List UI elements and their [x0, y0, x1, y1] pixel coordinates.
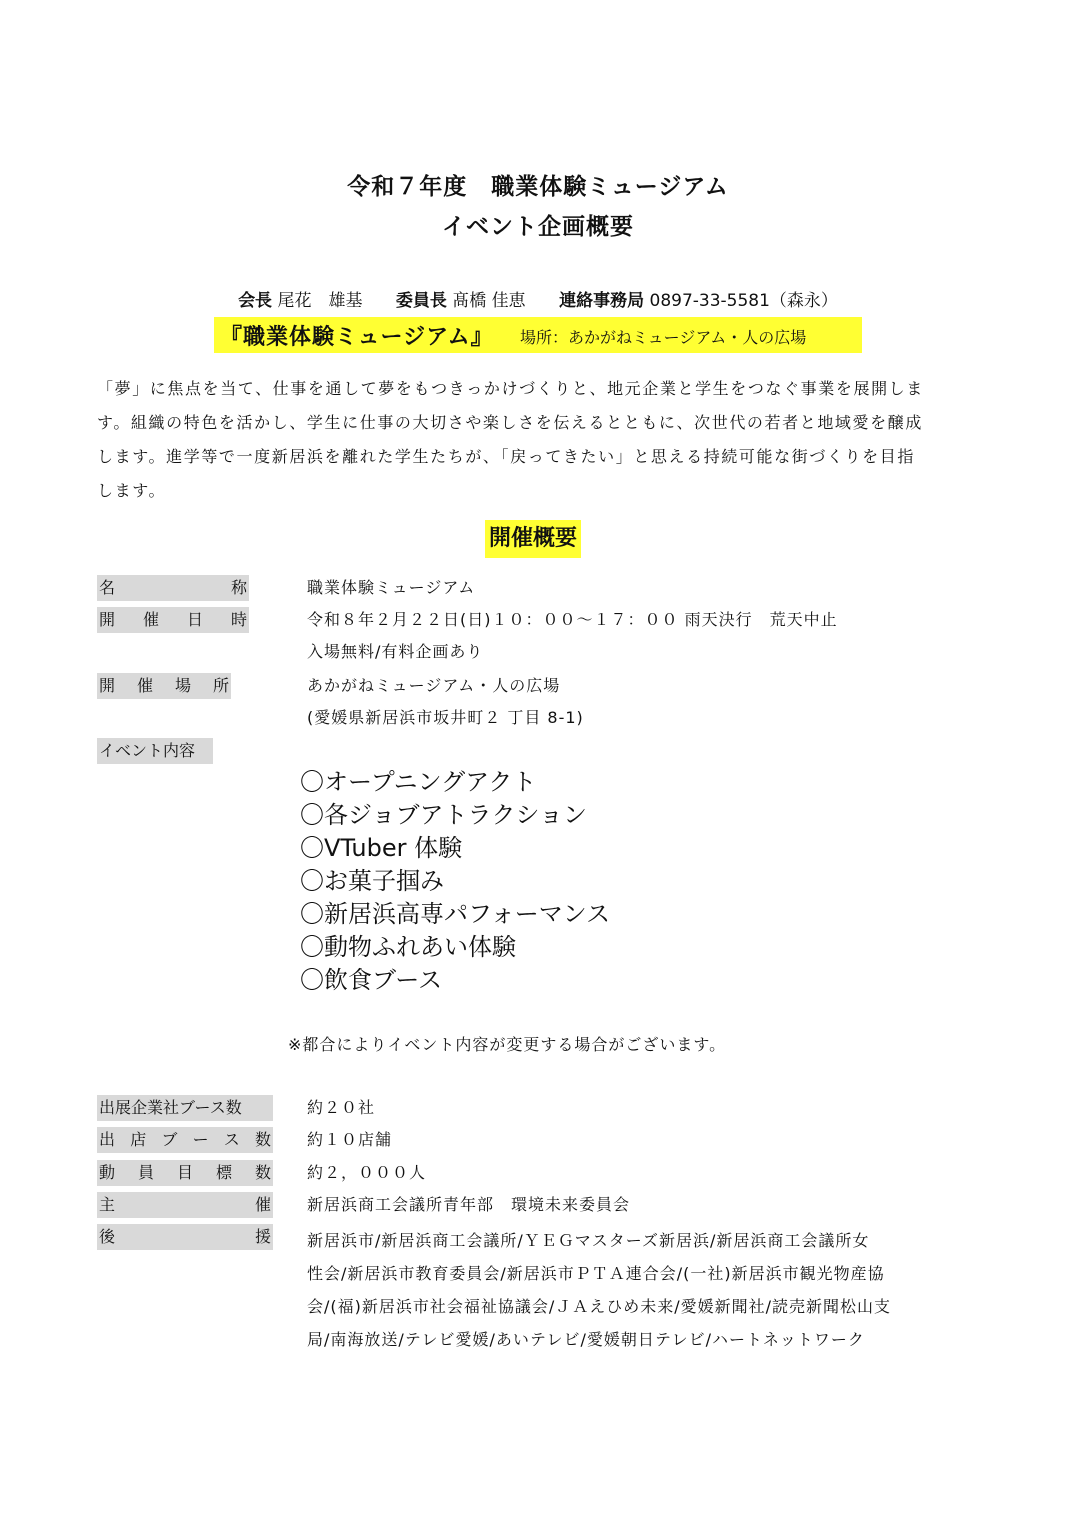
- datetime-value: 令和８年２月２２日(日)１０：００～１７：００ 雨天決行 荒天中止: [307, 610, 838, 629]
- support-line: 性会/新居浜市教育委員会/新居浜市ＰＴＡ連合会/(一社)新居浜市観光物産協: [307, 1264, 885, 1283]
- office-role: 連絡事務局: [559, 291, 645, 311]
- datetime-label: 開 催 日 時: [97, 607, 249, 633]
- host-value: 新居浜商工会議所青年部 環境未来委員会: [307, 1195, 631, 1214]
- host-label: 主 催: [97, 1192, 273, 1218]
- venue-value: あかがねミュージアム・人の広場: [307, 676, 561, 695]
- event-item: 〇動物ふれあい体験: [300, 933, 516, 961]
- support-line: 新居浜市/新居浜商工会議所/ＹＥＧマスターズ新居浜/新居浜商工会議所女: [307, 1231, 870, 1250]
- venue-label: 開 催 場 所: [97, 673, 231, 699]
- support-line: 会/(福)新居浜市社会福祉協議会/ＪＡえひめ未来/愛媛新聞社/読売新聞松山支: [307, 1297, 892, 1316]
- admission-value: 入場無料/有料企画あり: [307, 642, 484, 661]
- intro-paragraph: [97, 372, 982, 508]
- venue-address: (愛媛県新居浜市坂井町２ 丁目 8-1): [307, 708, 584, 727]
- event-item: 〇オープニングアクト: [300, 768, 537, 796]
- document-title: 令和７年度 職業体験ミュージアム: [347, 174, 729, 200]
- support-label: 後 援: [97, 1224, 273, 1250]
- intro-line: します。進学等で一度新居浜を離れた学生たちが、「戻ってきたい」と思える持続可能な街づくりを目指: [97, 447, 915, 466]
- shops-value: 約１０店舗: [307, 1130, 393, 1149]
- change-note: ※都合によりイベント内容が変更する場合がございます。: [288, 1035, 727, 1054]
- event-banner: [214, 317, 862, 353]
- event-item: 〇新居浜高専パフォーマンス: [300, 900, 611, 928]
- committee-role: 委員長: [395, 291, 447, 311]
- events-list: [300, 766, 610, 997]
- chair-role: 会長: [238, 291, 273, 311]
- chair-name: 尾花 雄基: [277, 291, 363, 311]
- office-contact: 0897-33-5581（森永）: [649, 291, 838, 311]
- shops-label: 出 店 ブ ー ス 数: [97, 1127, 273, 1153]
- intro-line: 「夢」に焦点を当て、仕事を通して夢をもつきっかけづくりと、地元企業と学生をつなぐ事業を展開しま: [97, 379, 924, 398]
- banner-place: 場所：あかがねミュージアム・人の広場: [520, 328, 807, 347]
- event-item: 〇飲食ブース: [300, 966, 443, 994]
- events-label: イベント内容: [97, 738, 213, 764]
- intro-line: す。組織の特色を活かし、学生に仕事の大切さや楽しさを伝えるとともに、次世代の若者と地域愛を醸成: [97, 413, 923, 432]
- exhibitors-value: 約２０社: [307, 1098, 376, 1117]
- intro-line: します。: [97, 481, 167, 500]
- document-subtitle: イベント企画概要: [442, 214, 634, 240]
- name-value: 職業体験ミュージアム: [307, 578, 476, 597]
- overview-heading: 開催概要: [485, 520, 581, 558]
- target-label: 動 員 目 標 数: [97, 1160, 273, 1186]
- event-item: 〇お菓子掴み: [300, 867, 444, 895]
- support-list: [307, 1224, 987, 1356]
- banner-event-title: 『職業体験ミュージアム』: [220, 325, 494, 350]
- exhibitors-label: 出展企業社ブース数: [97, 1095, 273, 1121]
- target-value: 約２，０００人: [307, 1163, 427, 1182]
- event-item: 〇各ジョブアトラクション: [300, 801, 588, 829]
- support-line: 局/南海放送/テレビ愛媛/あいテレビ/愛媛朝日テレビ/ハートネットワーク: [307, 1330, 865, 1349]
- event-item: 〇VTuber 体験: [300, 834, 463, 862]
- name-label: 名 称: [97, 575, 249, 601]
- officers-line: [0, 286, 1076, 311]
- committee-name: 髙橋 佳恵: [452, 291, 526, 311]
